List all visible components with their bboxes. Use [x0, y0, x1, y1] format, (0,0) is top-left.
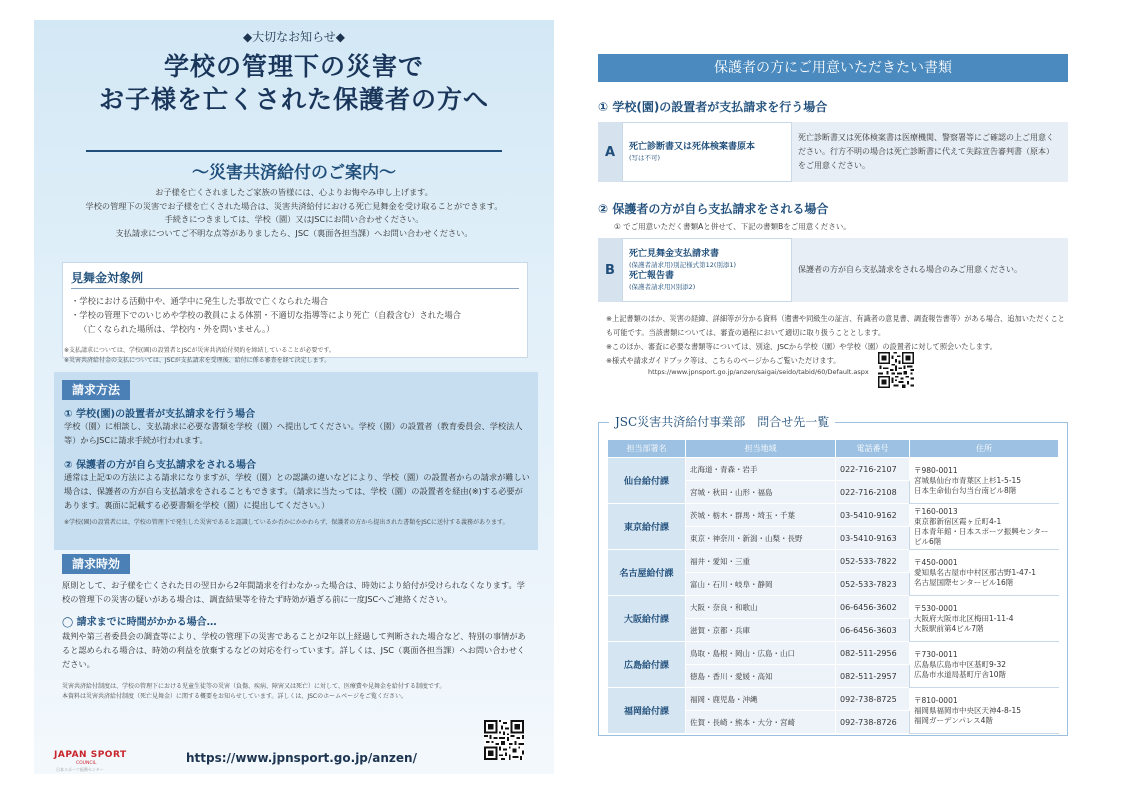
department-cell: 名古屋給付課 [608, 550, 686, 596]
address-line: 福岡県福岡市中央区天神4-8-15 [914, 705, 1021, 715]
column-header: 住所 [910, 440, 1059, 458]
area-cell: 福井・愛知・三重 [686, 550, 836, 573]
section-1-heading: ① 学校(園)の設置者が支払請求を行う場合 [598, 100, 828, 114]
phone-cell[interactable]: 03-5410-9162 [836, 504, 910, 527]
phone-cell[interactable]: 052-533-7823 [836, 573, 910, 596]
area-cell: 徳島・香川・愛媛・高知 [686, 665, 836, 688]
address-building: 名古屋国際センタービル16階 [914, 577, 1014, 587]
document-row-b [598, 238, 1068, 302]
intro-text [34, 186, 554, 240]
phone-cell[interactable]: 06-6456-3603 [836, 619, 910, 642]
time-limit-detail: 裁判や第三者委員会の調査等により、学校の管理下の災害であることが2年以上経過して判断された場合など、特別の事情があると認められる場合は、時効の利益を放棄するなどの対応を行っています。詳しくは、JSC（裏面各担当課）へお問い合わせください。 [62, 631, 526, 669]
area-cell: 富山・石川・岐阜・静岡 [686, 573, 836, 596]
phone-cell[interactable]: 022-716-2108 [836, 481, 910, 504]
document-description: 死亡診断書又は死体検案書は医療機関、警察署等にご確認の上ご用意ください。行方不明の場合は死亡診断書に代えて失踪宣告審判書（原本）をご用意ください。 [798, 133, 1054, 170]
contact-list-box [598, 415, 1068, 736]
address-line: 大阪府大阪市北区梅田1-11-4 [914, 613, 1014, 623]
address-cell [910, 458, 1059, 504]
phone-cell[interactable]: 082-511-2956 [836, 642, 910, 665]
footnote: 災害共済給付制度は、学校の管理下における児童生徒等の災害（負傷、疾病、障害又は死亡）に対して、医療費や見舞金を給付する制度です。 [62, 683, 446, 690]
address-cell [910, 642, 1059, 688]
document-name: 死亡診断書又は死体検案書原本 [629, 142, 756, 152]
area-cell: 大阪・奈良・和歌山 [686, 596, 836, 619]
address-line: 広島県広島市中区基町9-32 [914, 659, 1007, 669]
time-limit-subheading: ◯ 請求までに時間がかかる場合… [62, 617, 217, 628]
column-header: 電話番号 [836, 440, 910, 458]
section-2-note: ① でご用意いただく書類Aと併せて、下記の書類Bをご用意ください。 [614, 222, 851, 231]
department-cell: 広島給付課 [608, 642, 686, 688]
document-description: 保護者の方が自ら支払請求をされる場合のみご用意ください。 [798, 265, 1022, 274]
table-row [608, 504, 1059, 527]
address-building: 日本青年館・日本スポーツ振興センタービル6階 [914, 526, 1049, 546]
area-cell: 佐賀・長崎・熊本・大分・宮崎 [686, 711, 836, 734]
phone-cell[interactable]: 092-738-8725 [836, 688, 910, 711]
phone-cell[interactable]: 082-511-2957 [836, 665, 910, 688]
phone-cell[interactable]: 03-5410-9163 [836, 527, 910, 550]
example-item: （亡くなられた場所は、学校内・外を問いません。） [79, 324, 275, 334]
table-header-row [608, 440, 1059, 458]
document-name: 死亡見舞金支払請求書 [629, 249, 720, 259]
footer-url-link[interactable]: https://www.jpnsport.go.jp/anzen/ [186, 751, 417, 765]
documents-header: 保護者の方にご用意いただきたい書類 [598, 54, 1068, 82]
intro-line: お子様を亡くされましたご家族の皆様には、心よりお悔やみ申し上げます。 [155, 187, 433, 197]
notice-tag: ◆大切なお知らせ◆ [242, 30, 346, 44]
claim-option-2-heading: ② 保護者の方が自ら支払請求をされる場合 [64, 460, 256, 471]
column-header: 担当部署名 [608, 440, 686, 458]
postal-code: 〒160-0013 [914, 506, 958, 516]
left-panel [34, 20, 554, 774]
claim-note: ※学校(園)の設置者には、学校の管理下で発生した災害であると認識しているか否かにかかわらず、保護者の方から提出された書類をJSCに送付する義務があります。 [64, 519, 509, 526]
postal-code: 〒980-0011 [914, 465, 958, 475]
footnote: ※支払請求については、学校(園)の設置者とJSCが災害共済給付契約を締結していることが必要です。 [64, 347, 335, 354]
claim-option-2-text: 通常は上記①の方法による請求になりますが、学校（園）との認識の違いなどにより、学校（園）の設置者からの請求が難しい場合は、保護者の方が自ら支払請求をされることもできます。（請求に当たっては、学校（園）の設置者を経由(※)する必要があります。裏面に記載する必要書類を学校（園）に提出してください。） [64, 472, 530, 510]
example-item: ・学校における活動中や、通学中に発生した事故で亡くなられた場合 [71, 296, 329, 306]
area-cell: 東京・神奈川・新潟・山梨・長野 [686, 527, 836, 550]
area-cell: 北海道・青森・岩手 [686, 458, 836, 481]
note-line: ※このほか、審査に必要な書類等については、別途、JSCから学校（園）や学校（園）の設置者に対して照会いたします。 [606, 342, 997, 351]
department-cell: 東京給付課 [608, 504, 686, 550]
table-row [608, 688, 1059, 711]
footer [34, 720, 554, 774]
area-cell: 茨城・栃木・群馬・埼玉・千葉 [686, 504, 836, 527]
documents-notes [606, 312, 1068, 368]
department-cell: 福岡給付課 [608, 688, 686, 734]
jsc-logo-sub: COUNCIL [76, 761, 97, 766]
main-title [34, 50, 554, 116]
document-subnote: (写は不可) [629, 154, 661, 162]
document-letter-b: B [598, 238, 622, 302]
department-cell: 大阪給付課 [608, 596, 686, 642]
document-subnote: (保護者請求用)(別添2) [629, 283, 696, 291]
note-line: ※上記書類のほか、災害の経緯、詳細等が分かる資料（遺書や同級生の証言、有識者の意見書、調査報告書等）がある場合、追加いただくことも可能です。当該書類については、審査の過程において適切に取り扱うこととします。 [606, 314, 1065, 337]
postal-code: 〒450-0001 [914, 557, 958, 567]
footnote: 本資料は災害共済給付制度（死亡見舞金）に関する概要をお知らせしています。詳しくは、JSCのホームページをご覧ください。 [62, 693, 407, 700]
claim-method-box [54, 372, 538, 550]
address-cell [910, 688, 1059, 734]
document-letter-a: A [598, 122, 622, 182]
table-row [608, 596, 1059, 619]
contact-table-body [608, 458, 1059, 734]
contact-table [607, 439, 1059, 734]
time-limit-heading: 請求時効 [62, 554, 130, 574]
title-line-2: お子様を亡くされた保護者の方へ [98, 85, 489, 114]
address-building: 大阪駅前第4ビル7階 [914, 623, 984, 633]
column-header: 担当地域 [686, 440, 836, 458]
address-line: 東京都新宿区霞ヶ丘町4-1 [914, 516, 1002, 526]
area-cell: 滋賀・京都・兵庫 [686, 619, 836, 642]
document-subnote: (保護者請求用)別記様式第12(別添1) [629, 261, 737, 269]
footnotes-bottom [62, 682, 532, 702]
address-line: 宮城県仙台市青葉区上杉1-5-15 [914, 475, 1021, 485]
address-building: 広島市水道局基町庁舎10階 [914, 669, 1007, 679]
phone-cell[interactable]: 06-6456-3602 [836, 596, 910, 619]
address-building: 日本生命仙台勾当台南ビル8階 [914, 485, 1017, 495]
document-name-box [622, 122, 792, 182]
phone-cell[interactable]: 092-738-8726 [836, 711, 910, 734]
intro-line: 学校の管理下の災害でお子様を亡くされた場合は、災害共済給付における死亡見舞金を受け取ることができます。 [85, 200, 503, 211]
qr-code-icon[interactable] [878, 352, 914, 388]
intro-line: 手続きにつきましては、学校（園）又はJSCにお問い合わせください。 [164, 214, 424, 224]
footnotes-top [64, 346, 534, 366]
table-row [608, 550, 1059, 573]
postal-code: 〒810-0001 [914, 695, 958, 705]
title-divider [86, 150, 502, 152]
phone-cell[interactable]: 052-533-7822 [836, 550, 910, 573]
contact-list-heading: JSC災害共済給付事業部 問合せ先一覧 [609, 413, 835, 430]
footnote: ※災害共済給付金の支払については、JSCが支払請求を受理後、給付に係る審査を経て決定します。 [64, 357, 331, 364]
examples-divider [71, 288, 519, 289]
table-row [608, 642, 1059, 665]
document-name-box [622, 238, 792, 302]
address-building: 福岡ガーデンパレス4階 [914, 715, 993, 725]
example-item: ・学校の管理下でのいじめや学校の教員による体罰・不適切な指導等により死亡（自殺含む）された場合 [71, 310, 461, 320]
jsc-logo-japanese: 日本スポーツ振興センター [56, 767, 104, 772]
time-limit-text: 原則として、お子様を亡くされた日の翌日から2年間請求を行わなかった場合は、時効により給付が受けられなくなります。学校の管理下の災害の疑いがある場合は、調査結果等を待たず時効が過ぎる前に一度JSCへご連絡ください。 [62, 580, 525, 604]
jsc-logo: JAPAN SPORT [54, 750, 127, 760]
postal-code: 〒530-0001 [914, 603, 958, 613]
address-cell [910, 504, 1059, 550]
title-line-1: 学校の管理下の災害で [163, 52, 424, 81]
department-cell: 仙台給付課 [608, 458, 686, 504]
examples-box [62, 262, 528, 358]
examples-list [71, 294, 521, 336]
phone-cell[interactable]: 022-716-2107 [836, 458, 910, 481]
qr-code-icon[interactable] [484, 720, 524, 760]
area-cell: 鳥取・島根・岡山・広島・山口 [686, 642, 836, 665]
area-cell: 宮城・秋田・山形・福島 [686, 481, 836, 504]
subtitle: 〜災害共済給付のご案内〜 [192, 163, 396, 183]
forms-url-link[interactable]: https://www.jpnsport.go.jp/anzen/saigai/seido/tabid/60/Default.aspx [648, 368, 869, 376]
claim-option-1-heading: ① 学校(園)の設置者が支払請求を行う場合 [64, 409, 256, 420]
document-name: 死亡報告書 [629, 271, 675, 281]
note-line: ※様式や請求ガイドブック等は、こちらのページからご覧いただけます。 [606, 356, 841, 365]
examples-heading: 見舞金対象例 [71, 271, 144, 285]
address-cell [910, 596, 1059, 642]
address-line: 愛知県名古屋市中村区那古野1-47-1 [914, 567, 1036, 577]
address-cell [910, 550, 1059, 596]
claim-option-1-text: 学校（園）に相談し、支払請求に必要な書類を学校（園）へ提出してください。学校（園）の設置者（教育委員会、学校法人等）からJSCに請求手続が行われます。 [64, 421, 523, 445]
postal-code: 〒730-0011 [914, 649, 958, 659]
section-2-heading: ② 保護者の方が自ら支払請求をされる場合 [598, 202, 829, 216]
area-cell: 福岡・鹿児島・沖縄 [686, 688, 836, 711]
table-row [608, 458, 1059, 481]
intro-line: 支払請求についてご不明な点等がありましたら、JSC（裏面各担当課）へお問い合わせください。 [115, 227, 473, 238]
document-row-a [598, 122, 1068, 182]
claim-method-heading: 請求方法 [62, 380, 130, 400]
